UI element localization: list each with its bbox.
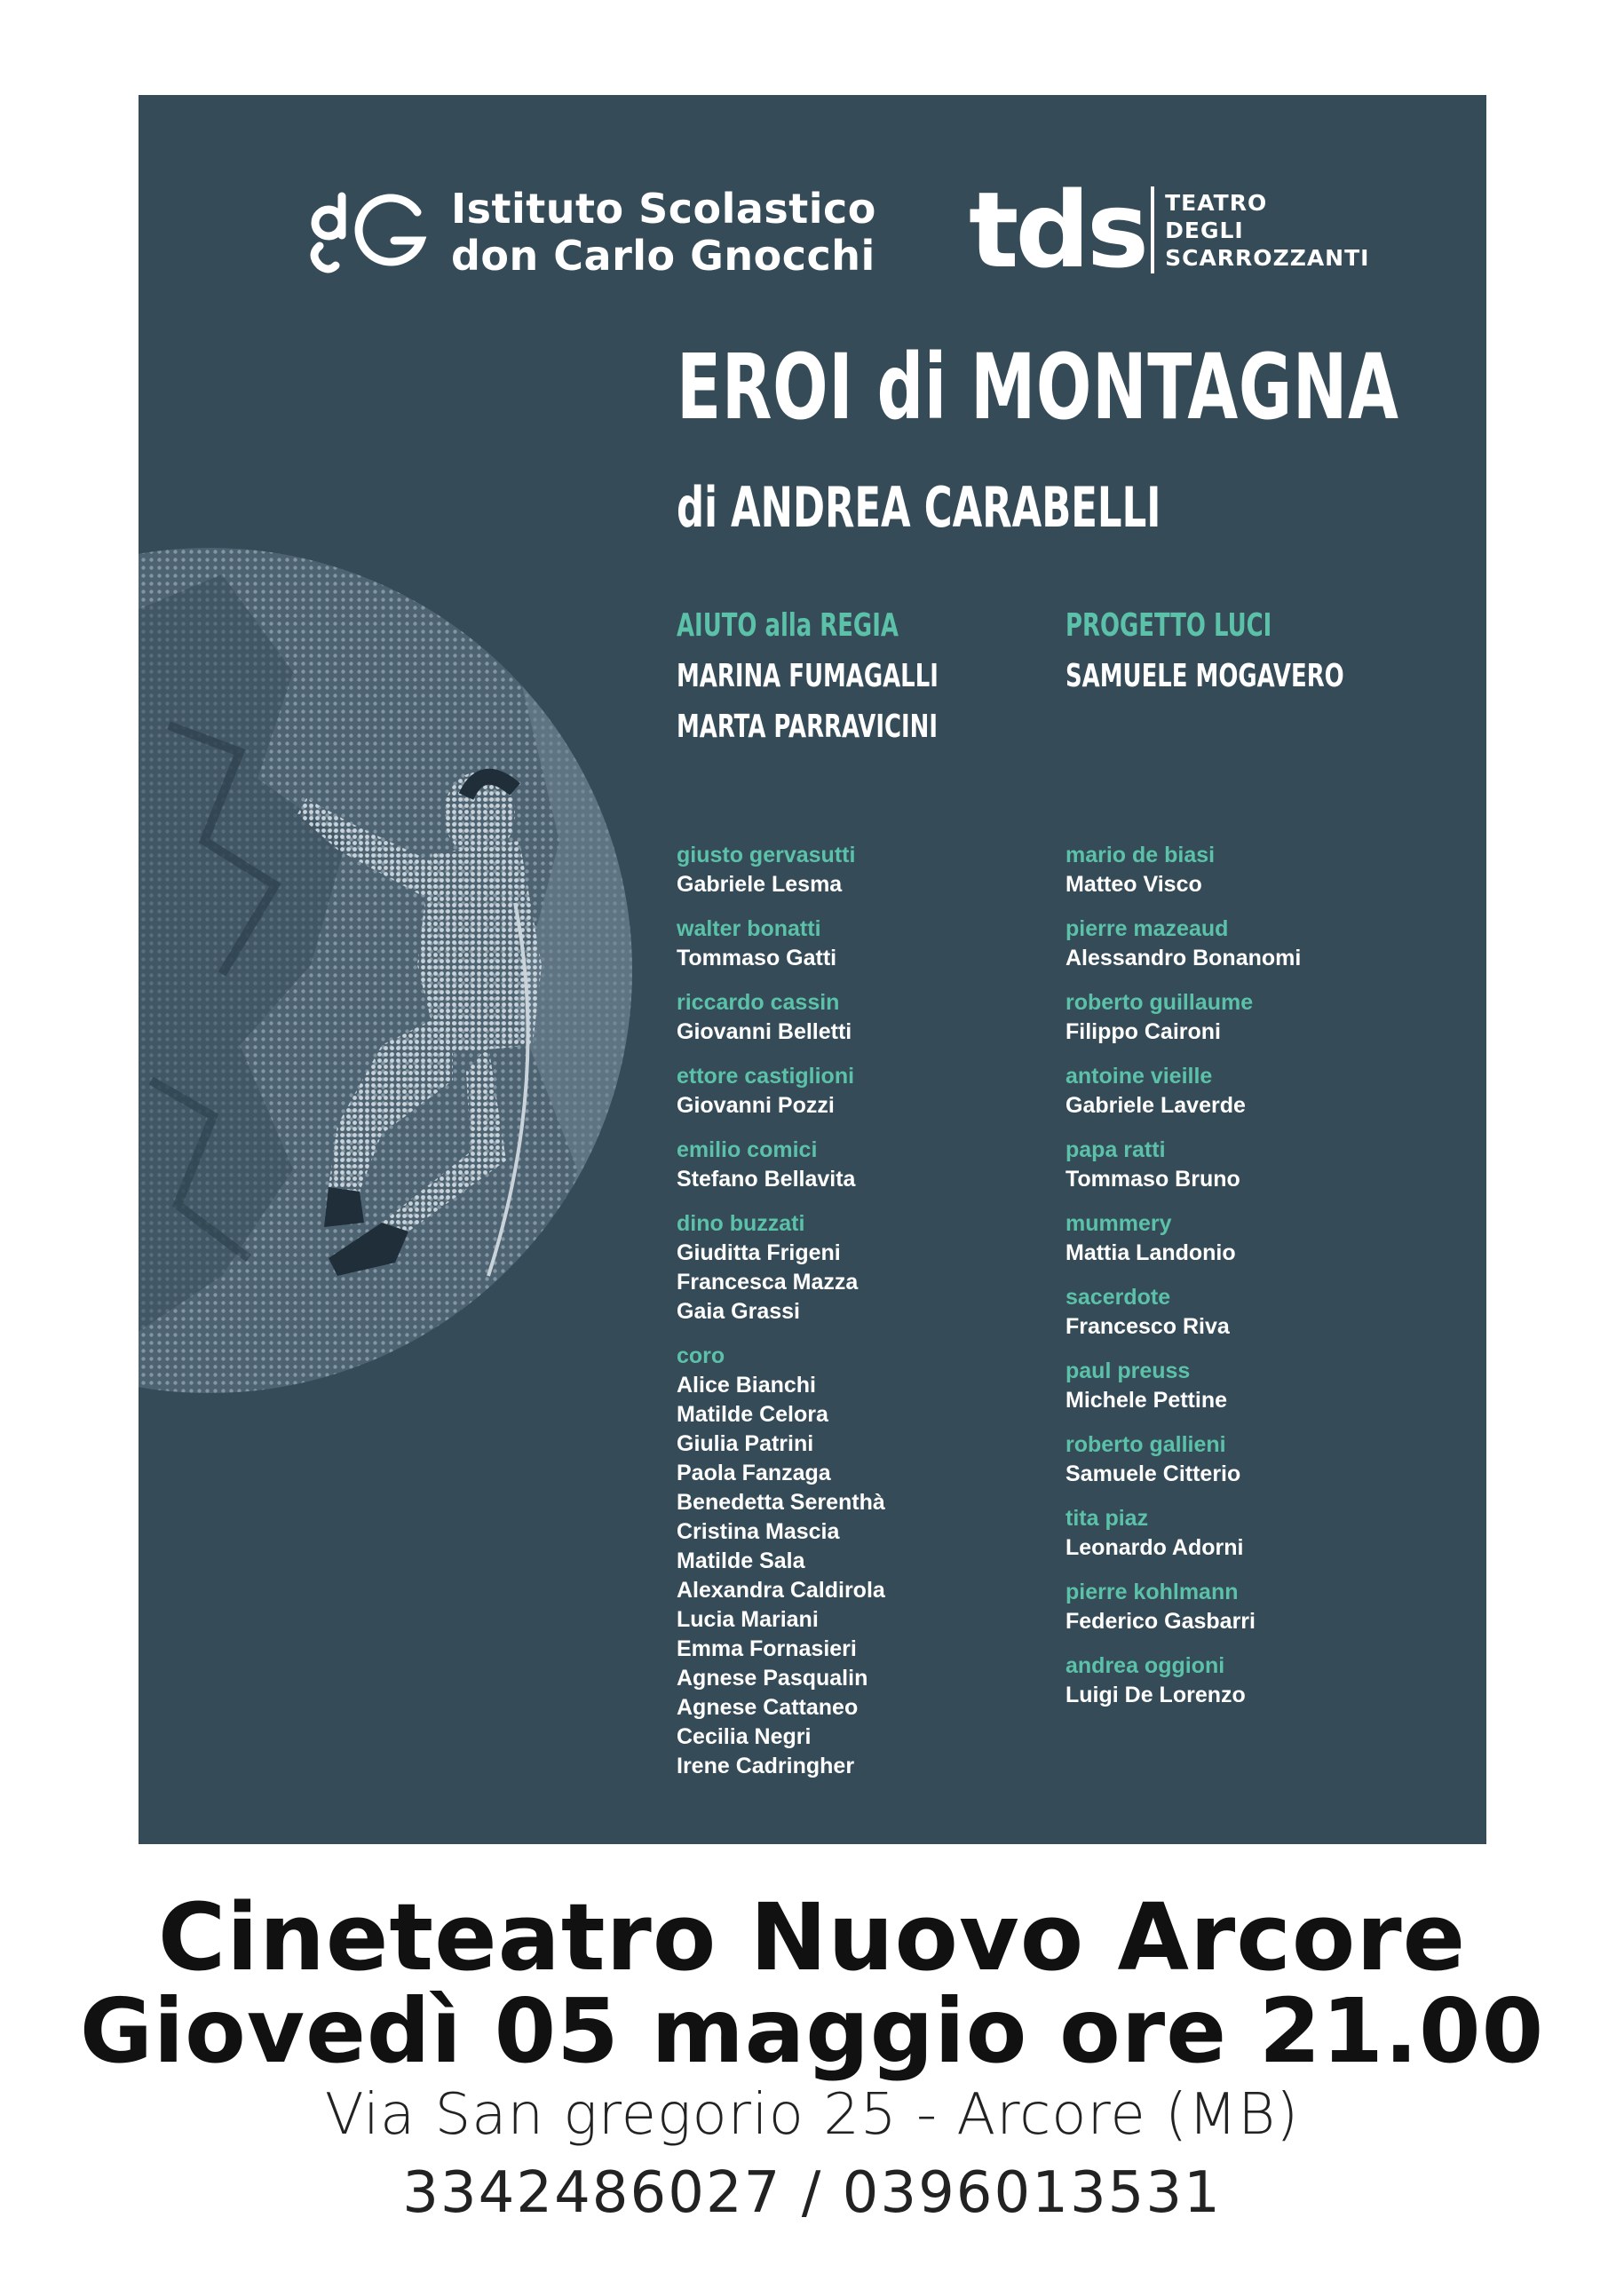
cast-role: roberto gallieni bbox=[1066, 1432, 1226, 1457]
tds-name-line3: SCARROZZANTI bbox=[1165, 244, 1370, 271]
cast-actor: Gabriele Laverde bbox=[1066, 1093, 1246, 1118]
tds-divider bbox=[1151, 186, 1154, 273]
cast-role: emilio comici bbox=[677, 1137, 818, 1162]
climber-photo bbox=[139, 548, 632, 1393]
cast-entry bbox=[677, 1209, 885, 1327]
cast-role: walter bonatti bbox=[677, 916, 821, 941]
cast-entry bbox=[1066, 1357, 1301, 1415]
cast-actor: Stefano Bellavita bbox=[677, 1167, 856, 1192]
cast-actor: Giuditta Frigeni bbox=[677, 1240, 841, 1265]
cast-entry bbox=[677, 1062, 885, 1121]
cast-actor: Federico Gasbarri bbox=[1066, 1609, 1256, 1634]
cast-actor: Filippo Caironi bbox=[1066, 1019, 1221, 1044]
chorus-member: Benedetta Serenthà bbox=[677, 1490, 885, 1515]
school-logo-icon bbox=[298, 184, 432, 281]
poster-panel bbox=[139, 95, 1486, 1844]
credit-person: SAMUELE MOGAVERO bbox=[1066, 658, 1344, 694]
tds-abbr: tds bbox=[969, 169, 1146, 291]
chorus-member: Irene Cadringher bbox=[677, 1754, 855, 1778]
chorus-member: Cecilia Negri bbox=[677, 1724, 812, 1749]
cast-actor: Matteo Visco bbox=[1066, 872, 1202, 897]
event-date: Giovedì 05 maggio ore 21.00 bbox=[79, 1979, 1545, 2083]
cast-role: sacerdote bbox=[1066, 1285, 1171, 1310]
tds-name bbox=[1165, 189, 1369, 272]
cast-actor: Mattia Landonio bbox=[1066, 1240, 1236, 1265]
cast-entry bbox=[1066, 1651, 1301, 1710]
event-venue: Cineteatro Nuovo Arcore bbox=[157, 1883, 1467, 1992]
chorus-member: Alice Bianchi bbox=[677, 1373, 816, 1398]
cast-role: pierre mazeaud bbox=[1066, 916, 1229, 941]
cast-role: giusto gervasutti bbox=[677, 843, 856, 867]
chorus-member: Paola Fanzaga bbox=[677, 1461, 831, 1485]
event-address: Via San gregorio 25 - Arcore (MB) bbox=[324, 2082, 1300, 2148]
school-name-line2: don Carlo Gnocchi bbox=[451, 232, 875, 280]
cast-entry bbox=[677, 1136, 885, 1194]
cast-role: antoine vieille bbox=[1066, 1064, 1213, 1089]
chorus-member: Cristina Mascia bbox=[677, 1519, 840, 1544]
cast-actor: Tommaso Gatti bbox=[677, 946, 837, 970]
cast-actor: Alessandro Bonanomi bbox=[1066, 946, 1302, 970]
cast-actor: Leonardo Adorni bbox=[1066, 1535, 1244, 1560]
cast-actor: Michele Pettine bbox=[1066, 1388, 1227, 1413]
cast-entry bbox=[1066, 841, 1301, 899]
school-name-line1: Istituto Scolastico bbox=[451, 185, 876, 233]
cast-actor: Samuele Citterio bbox=[1066, 1461, 1241, 1486]
cast-actor: Francesca Mazza bbox=[677, 1270, 859, 1295]
cast-actor: Gaia Grassi bbox=[677, 1299, 800, 1324]
chorus-member: Lucia Mariani bbox=[677, 1607, 819, 1632]
cast-entry bbox=[677, 915, 885, 973]
credit-person: MARINA FUMAGALLI bbox=[677, 658, 939, 694]
school-logo bbox=[298, 184, 876, 281]
show-title: EROI di MONTAGNA bbox=[677, 335, 1399, 440]
chorus-member: Emma Fornasieri bbox=[677, 1636, 857, 1661]
chorus-member: Matilde Celora bbox=[677, 1402, 828, 1427]
cast-actor: Luigi De Lorenzo bbox=[1066, 1683, 1246, 1707]
cast-role: roberto guillaume bbox=[1066, 990, 1254, 1015]
chorus-member: Agnese Cattaneo bbox=[677, 1695, 859, 1720]
cast-column-left bbox=[677, 841, 885, 1796]
cast-entry bbox=[1066, 988, 1301, 1047]
cast-actor: Francesco Riva bbox=[1066, 1314, 1230, 1339]
cast-role: andrea oggioni bbox=[1066, 1653, 1225, 1678]
cast-role: papa ratti bbox=[1066, 1137, 1166, 1162]
cast-role: tita piaz bbox=[1066, 1506, 1149, 1531]
credit-assistant-director bbox=[677, 601, 1041, 752]
tds-logo bbox=[969, 169, 1370, 291]
school-name bbox=[451, 186, 876, 280]
cast-entry bbox=[1066, 1283, 1301, 1342]
cast-entry-chorus bbox=[677, 1342, 885, 1781]
chorus-member: Matilde Sala bbox=[677, 1548, 805, 1573]
cast-actor: Giovanni Belletti bbox=[677, 1019, 852, 1044]
credit-role: AIUTO alla REGIA bbox=[677, 607, 899, 644]
cast-column-right bbox=[1066, 841, 1301, 1725]
cast-entry bbox=[1066, 1430, 1301, 1489]
cast-role: riccardo cassin bbox=[677, 990, 840, 1015]
chorus-member: Alexandra Caldirola bbox=[677, 1578, 885, 1603]
cast-role: pierre kohlmann bbox=[1066, 1580, 1239, 1604]
chorus-member: Agnese Pasqualin bbox=[677, 1666, 868, 1691]
cast-entry bbox=[1066, 915, 1301, 973]
credit-person: MARTA PARRAVICINI bbox=[677, 709, 939, 745]
cast-entry bbox=[677, 841, 885, 899]
cast-role: coro bbox=[677, 1343, 725, 1368]
chorus-member: Giulia Patrini bbox=[677, 1431, 814, 1456]
cast-actor: Giovanni Pozzi bbox=[677, 1093, 835, 1118]
tds-name-line1: TEATRO bbox=[1165, 189, 1268, 216]
event-phones: 3342486027 / 0396013531 bbox=[402, 2160, 1222, 2226]
cast-entry bbox=[1066, 1136, 1301, 1194]
cast-actor: Tommaso Bruno bbox=[1066, 1167, 1240, 1192]
cast-entry bbox=[1066, 1062, 1301, 1121]
credit-lighting bbox=[1066, 601, 1453, 701]
show-author: di ANDREA CARABELLI bbox=[677, 475, 1161, 540]
cast-entry bbox=[1066, 1578, 1301, 1636]
cast-actor: Gabriele Lesma bbox=[677, 872, 843, 897]
cast-role: paul preuss bbox=[1066, 1358, 1191, 1383]
cast-role: dino buzzati bbox=[677, 1211, 805, 1236]
tds-name-line2: DEGLI bbox=[1165, 217, 1244, 243]
cast-role: mummery bbox=[1066, 1211, 1172, 1236]
credit-role: PROGETTO LUCI bbox=[1066, 607, 1272, 644]
cast-entry bbox=[1066, 1209, 1301, 1268]
cast-entry bbox=[1066, 1504, 1301, 1563]
cast-role: mario de biasi bbox=[1066, 843, 1216, 867]
cast-entry bbox=[677, 988, 885, 1047]
cast-role: ettore castiglioni bbox=[677, 1064, 855, 1089]
